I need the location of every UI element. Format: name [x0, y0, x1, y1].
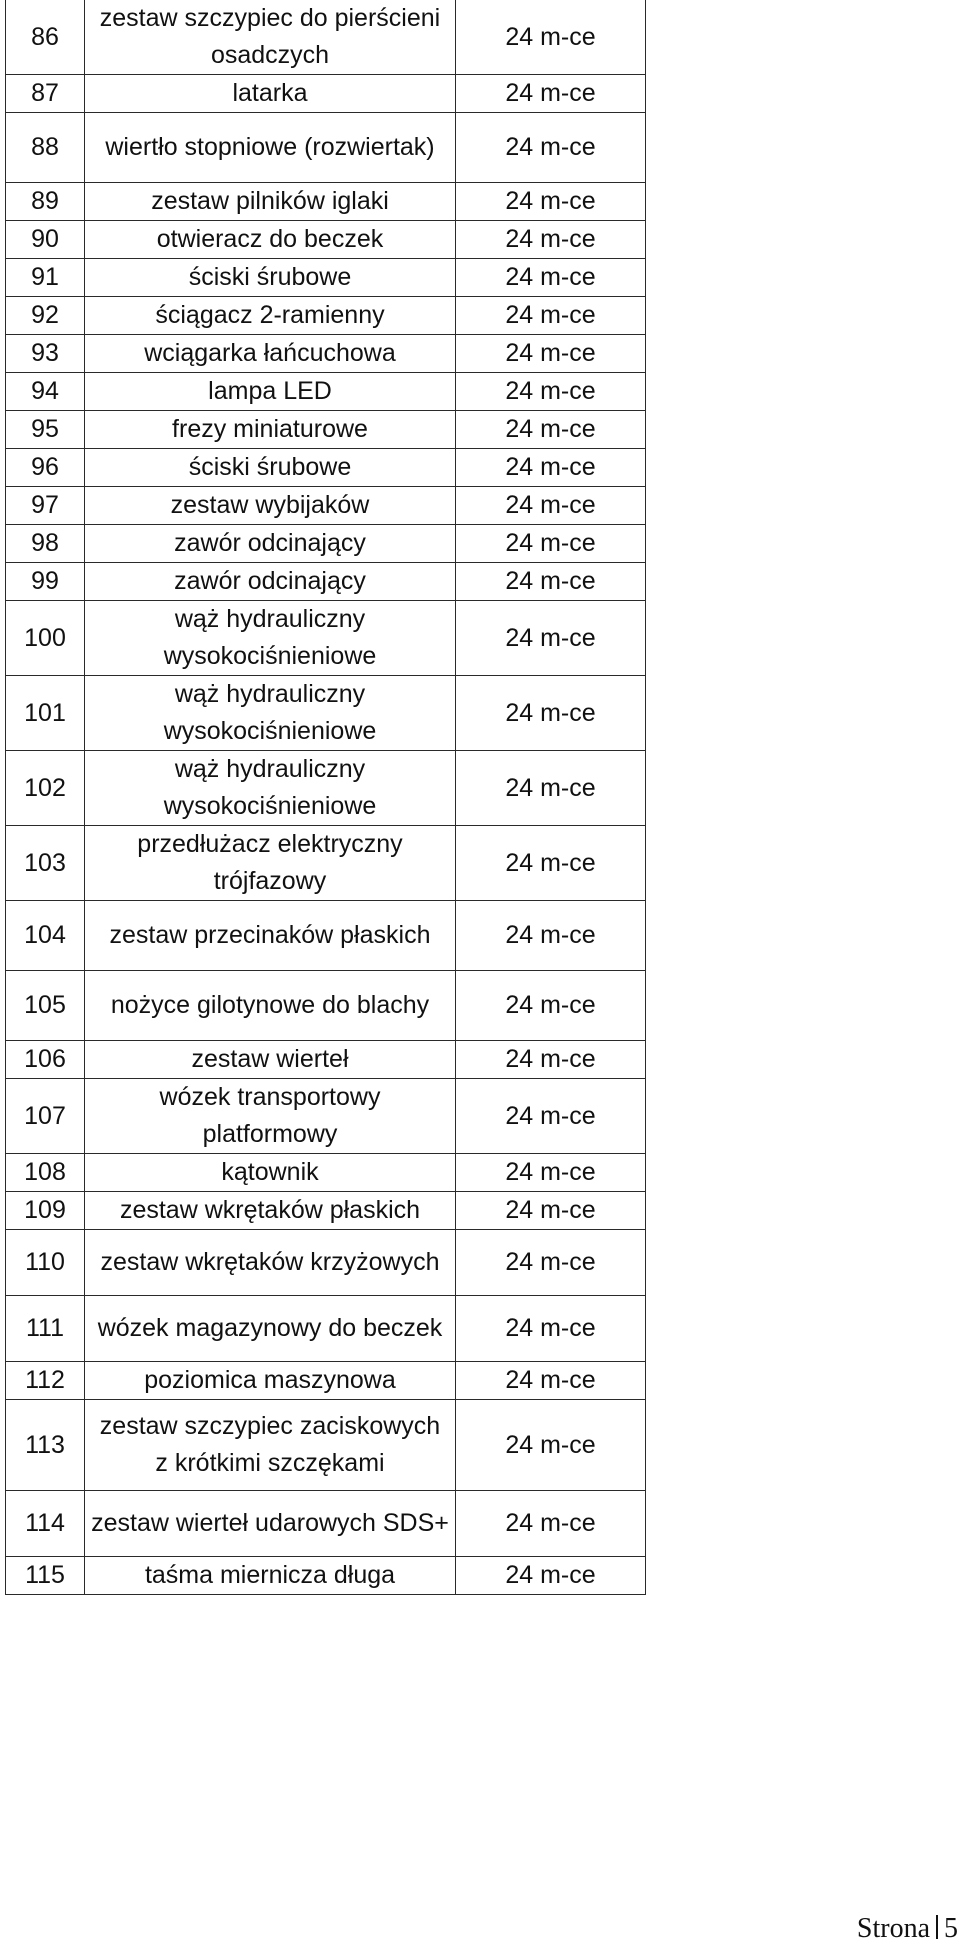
- row-number: 96: [6, 449, 85, 487]
- warranty-period: 24 m-ce: [456, 0, 646, 75]
- warranty-period: 24 m-ce: [456, 259, 646, 297]
- table-row: [6, 1362, 646, 1400]
- warranty-period: 24 m-ce: [456, 411, 646, 449]
- row-number: 94: [6, 373, 85, 411]
- row-number: 101: [6, 676, 85, 751]
- warranty-period: 24 m-ce: [456, 563, 646, 601]
- equipment-warranty-table: [5, 0, 646, 1595]
- row-number: 104: [6, 901, 85, 971]
- row-number: 110: [6, 1230, 85, 1296]
- table-row: [6, 563, 646, 601]
- table-row: [6, 601, 646, 676]
- row-number: 102: [6, 751, 85, 826]
- row-number: 89: [6, 183, 85, 221]
- row-number: 111: [6, 1296, 85, 1362]
- table-row: [6, 1154, 646, 1192]
- row-number: 109: [6, 1192, 85, 1230]
- item-name: lampa LED: [85, 373, 456, 411]
- table-row: [6, 1491, 646, 1557]
- row-number: 114: [6, 1491, 85, 1557]
- table-row: [6, 901, 646, 971]
- item-name: zestaw szczypiec do pierścieni osadczych: [85, 0, 456, 75]
- table-row: [6, 221, 646, 259]
- item-name: wąż hydrauliczny wysokociśnieniowe: [85, 676, 456, 751]
- row-number: 97: [6, 487, 85, 525]
- row-number: 113: [6, 1400, 85, 1491]
- row-number: 103: [6, 826, 85, 901]
- row-number: 108: [6, 1154, 85, 1192]
- table-row: [6, 449, 646, 487]
- table-row: [6, 751, 646, 826]
- table-row: [6, 373, 646, 411]
- item-name: wiertło stopniowe (rozwiertak): [85, 113, 456, 183]
- table-row: [6, 971, 646, 1041]
- warranty-period: 24 m-ce: [456, 1041, 646, 1079]
- table-row: [6, 1192, 646, 1230]
- item-name: frezy miniaturowe: [85, 411, 456, 449]
- row-number: 86: [6, 0, 85, 75]
- item-name: ściski śrubowe: [85, 259, 456, 297]
- warranty-period: 24 m-ce: [456, 1491, 646, 1557]
- row-number: 95: [6, 411, 85, 449]
- item-name: zestaw wierteł udarowych SDS+: [85, 1491, 456, 1557]
- warranty-period: 24 m-ce: [456, 676, 646, 751]
- page-label: Strona: [856, 1913, 930, 1944]
- item-name: wąż hydrauliczny wysokociśnieniowe: [85, 601, 456, 676]
- row-number: 88: [6, 113, 85, 183]
- warranty-period: 24 m-ce: [456, 1362, 646, 1400]
- warranty-period: 24 m-ce: [456, 373, 646, 411]
- warranty-period: 24 m-ce: [456, 1230, 646, 1296]
- table-row: [6, 297, 646, 335]
- warranty-period: 24 m-ce: [456, 1296, 646, 1362]
- table-body: [6, 0, 646, 1595]
- table-row: [6, 1079, 646, 1154]
- warranty-period: 24 m-ce: [456, 1079, 646, 1154]
- warranty-period: 24 m-ce: [456, 971, 646, 1041]
- item-name: poziomica maszynowa: [85, 1362, 456, 1400]
- warranty-period: 24 m-ce: [456, 525, 646, 563]
- page-footer: [857, 1912, 958, 1946]
- item-name: wciągarka łańcuchowa: [85, 335, 456, 373]
- warranty-period: 24 m-ce: [456, 449, 646, 487]
- item-name: wózek transportowy platformowy: [85, 1079, 456, 1154]
- warranty-period: 24 m-ce: [456, 1400, 646, 1491]
- table-row: [6, 75, 646, 113]
- warranty-period: 24 m-ce: [456, 901, 646, 971]
- item-name: wąż hydrauliczny wysokociśnieniowe: [85, 751, 456, 826]
- row-number: 98: [6, 525, 85, 563]
- table-row: [6, 335, 646, 373]
- item-name: zestaw wybijaków: [85, 487, 456, 525]
- warranty-period: 24 m-ce: [456, 183, 646, 221]
- item-name: zawór odcinający: [85, 525, 456, 563]
- item-name: otwieracz do beczek: [85, 221, 456, 259]
- warranty-period: 24 m-ce: [456, 113, 646, 183]
- warranty-period: 24 m-ce: [456, 335, 646, 373]
- warranty-period: 24 m-ce: [456, 487, 646, 525]
- page-number: 5: [944, 1913, 958, 1944]
- warranty-period: 24 m-ce: [456, 1557, 646, 1595]
- row-number: 100: [6, 601, 85, 676]
- table-row: [6, 1041, 646, 1079]
- page-separator: [936, 1915, 938, 1939]
- table-row: [6, 525, 646, 563]
- row-number: 87: [6, 75, 85, 113]
- row-number: 115: [6, 1557, 85, 1595]
- table-row: [6, 113, 646, 183]
- table-row: [6, 0, 646, 75]
- item-name: zawór odcinający: [85, 563, 456, 601]
- warranty-period: 24 m-ce: [456, 221, 646, 259]
- row-number: 90: [6, 221, 85, 259]
- row-number: 93: [6, 335, 85, 373]
- table-row: [6, 1296, 646, 1362]
- item-name: zestaw pilników iglaki: [85, 183, 456, 221]
- item-name: nożyce gilotynowe do blachy: [85, 971, 456, 1041]
- table-row: [6, 411, 646, 449]
- table-row: [6, 826, 646, 901]
- item-name: zestaw przecinaków płaskich: [85, 901, 456, 971]
- item-name: kątownik: [85, 1154, 456, 1192]
- item-name: wózek magazynowy do beczek: [85, 1296, 456, 1362]
- item-name: przedłużacz elektryczny trójfazowy: [85, 826, 456, 901]
- table-row: [6, 1557, 646, 1595]
- row-number: 91: [6, 259, 85, 297]
- table-row: [6, 487, 646, 525]
- table-row: [6, 259, 646, 297]
- table-row: [6, 676, 646, 751]
- warranty-period: 24 m-ce: [456, 751, 646, 826]
- row-number: 112: [6, 1362, 85, 1400]
- row-number: 105: [6, 971, 85, 1041]
- table-row: [6, 1230, 646, 1296]
- item-name: zestaw wkrętaków płaskich: [85, 1192, 456, 1230]
- warranty-period: 24 m-ce: [456, 297, 646, 335]
- item-name: zestaw wierteł: [85, 1041, 456, 1079]
- warranty-period: 24 m-ce: [456, 75, 646, 113]
- equipment-table-container: [5, 0, 645, 1595]
- item-name: ściski śrubowe: [85, 449, 456, 487]
- row-number: 99: [6, 563, 85, 601]
- item-name: taśma miernicza długa: [85, 1557, 456, 1595]
- warranty-period: 24 m-ce: [456, 601, 646, 676]
- table-row: [6, 183, 646, 221]
- item-name: latarka: [85, 75, 456, 113]
- row-number: 107: [6, 1079, 85, 1154]
- row-number: 92: [6, 297, 85, 335]
- item-name: zestaw szczypiec zaciskowych z krótkimi szczękami: [85, 1400, 456, 1491]
- warranty-period: 24 m-ce: [456, 1192, 646, 1230]
- row-number: 106: [6, 1041, 85, 1079]
- item-name: ściągacz 2-ramienny: [85, 297, 456, 335]
- warranty-period: 24 m-ce: [456, 826, 646, 901]
- table-row: [6, 1400, 646, 1491]
- item-name: zestaw wkrętaków krzyżowych: [85, 1230, 456, 1296]
- warranty-period: 24 m-ce: [456, 1154, 646, 1192]
